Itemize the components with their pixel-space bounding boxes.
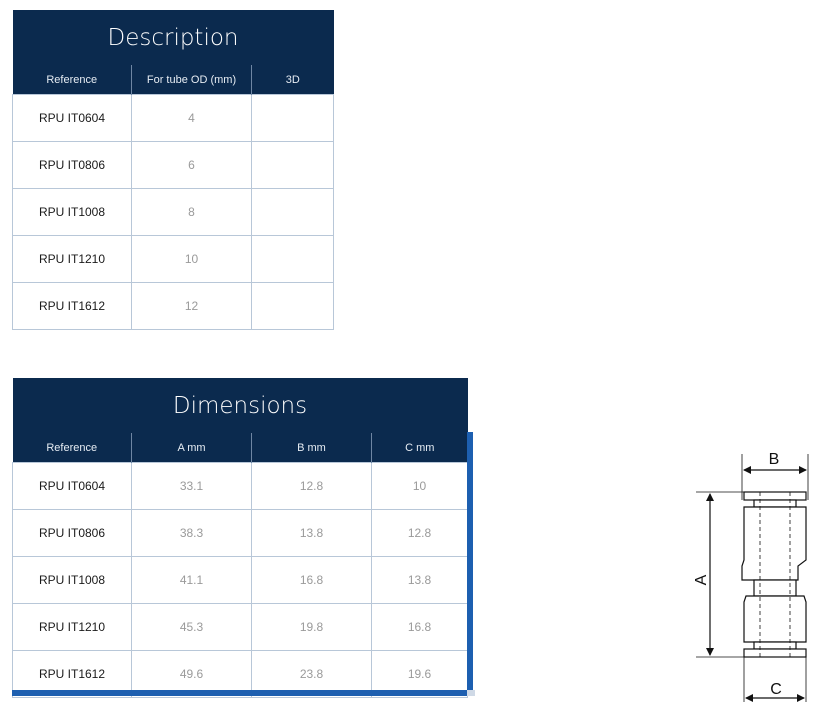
3d-cell[interactable] xyxy=(252,283,334,330)
table-row xyxy=(13,604,468,651)
reference-cell: RPU IT1210 xyxy=(13,236,132,283)
b-cell: 16.8 xyxy=(252,557,372,604)
reference-cell: RPU IT0806 xyxy=(13,142,132,189)
c-cell: 12.8 xyxy=(372,510,468,557)
description-table xyxy=(12,10,334,330)
label-c: C xyxy=(770,681,782,698)
table-row xyxy=(13,510,468,557)
table-row xyxy=(13,189,334,236)
tube-od-cell: 12 xyxy=(132,283,252,330)
header-tube-od: For tube OD (mm) xyxy=(132,65,252,95)
dimensions-panel xyxy=(12,378,475,698)
tube-od-cell: 10 xyxy=(132,236,252,283)
label-b: B xyxy=(768,451,780,468)
reference-cell: RPU IT1008 xyxy=(13,557,132,604)
a-cell: 41.1 xyxy=(132,557,252,604)
reference-cell: RPU IT0604 xyxy=(13,95,132,142)
table-row xyxy=(13,557,468,604)
c-cell: 19.6 xyxy=(372,651,468,698)
3d-cell[interactable] xyxy=(252,142,334,189)
header-c-mm: C mm xyxy=(372,433,468,463)
description-title: Description xyxy=(13,10,334,65)
table-row xyxy=(13,463,468,510)
table-row xyxy=(13,95,334,142)
a-cell: 38.3 xyxy=(132,510,252,557)
header-a-mm: A mm xyxy=(132,433,252,463)
dimensions-title: Dimensions xyxy=(13,378,468,433)
label-a: A xyxy=(693,574,710,586)
fitting-technical-drawing xyxy=(690,440,830,710)
tube-od-cell: 8 xyxy=(132,189,252,236)
table-row xyxy=(13,283,334,330)
c-cell: 10 xyxy=(372,463,468,510)
table-row xyxy=(13,236,334,283)
b-cell: 23.8 xyxy=(252,651,372,698)
reference-cell: RPU IT1612 xyxy=(13,651,132,698)
header-reference: Reference xyxy=(13,433,132,463)
b-cell: 12.8 xyxy=(252,463,372,510)
tube-od-cell: 4 xyxy=(132,95,252,142)
reference-cell: RPU IT1008 xyxy=(13,189,132,236)
c-cell: 16.8 xyxy=(372,604,468,651)
b-cell: 13.8 xyxy=(252,510,372,557)
dimensions-table xyxy=(12,378,468,698)
3d-cell[interactable] xyxy=(252,236,334,283)
a-cell: 45.3 xyxy=(132,604,252,651)
reference-cell: RPU IT0806 xyxy=(13,510,132,557)
accent-bar-right xyxy=(467,432,473,694)
reference-cell: RPU IT1210 xyxy=(13,604,132,651)
header-b-mm: B mm xyxy=(252,433,372,463)
a-cell: 49.6 xyxy=(132,651,252,698)
header-reference: Reference xyxy=(13,65,132,95)
3d-cell[interactable] xyxy=(252,95,334,142)
3d-cell[interactable] xyxy=(252,189,334,236)
reference-cell: RPU IT0604 xyxy=(13,463,132,510)
b-cell: 19.8 xyxy=(252,604,372,651)
reference-cell: RPU IT1612 xyxy=(13,283,132,330)
a-cell: 33.1 xyxy=(132,463,252,510)
accent-bar-corner xyxy=(467,690,475,696)
tube-od-cell: 6 xyxy=(132,142,252,189)
c-cell: 13.8 xyxy=(372,557,468,604)
header-3d: 3D xyxy=(252,65,334,95)
table-row xyxy=(13,142,334,189)
accent-bar-bottom xyxy=(12,690,467,696)
